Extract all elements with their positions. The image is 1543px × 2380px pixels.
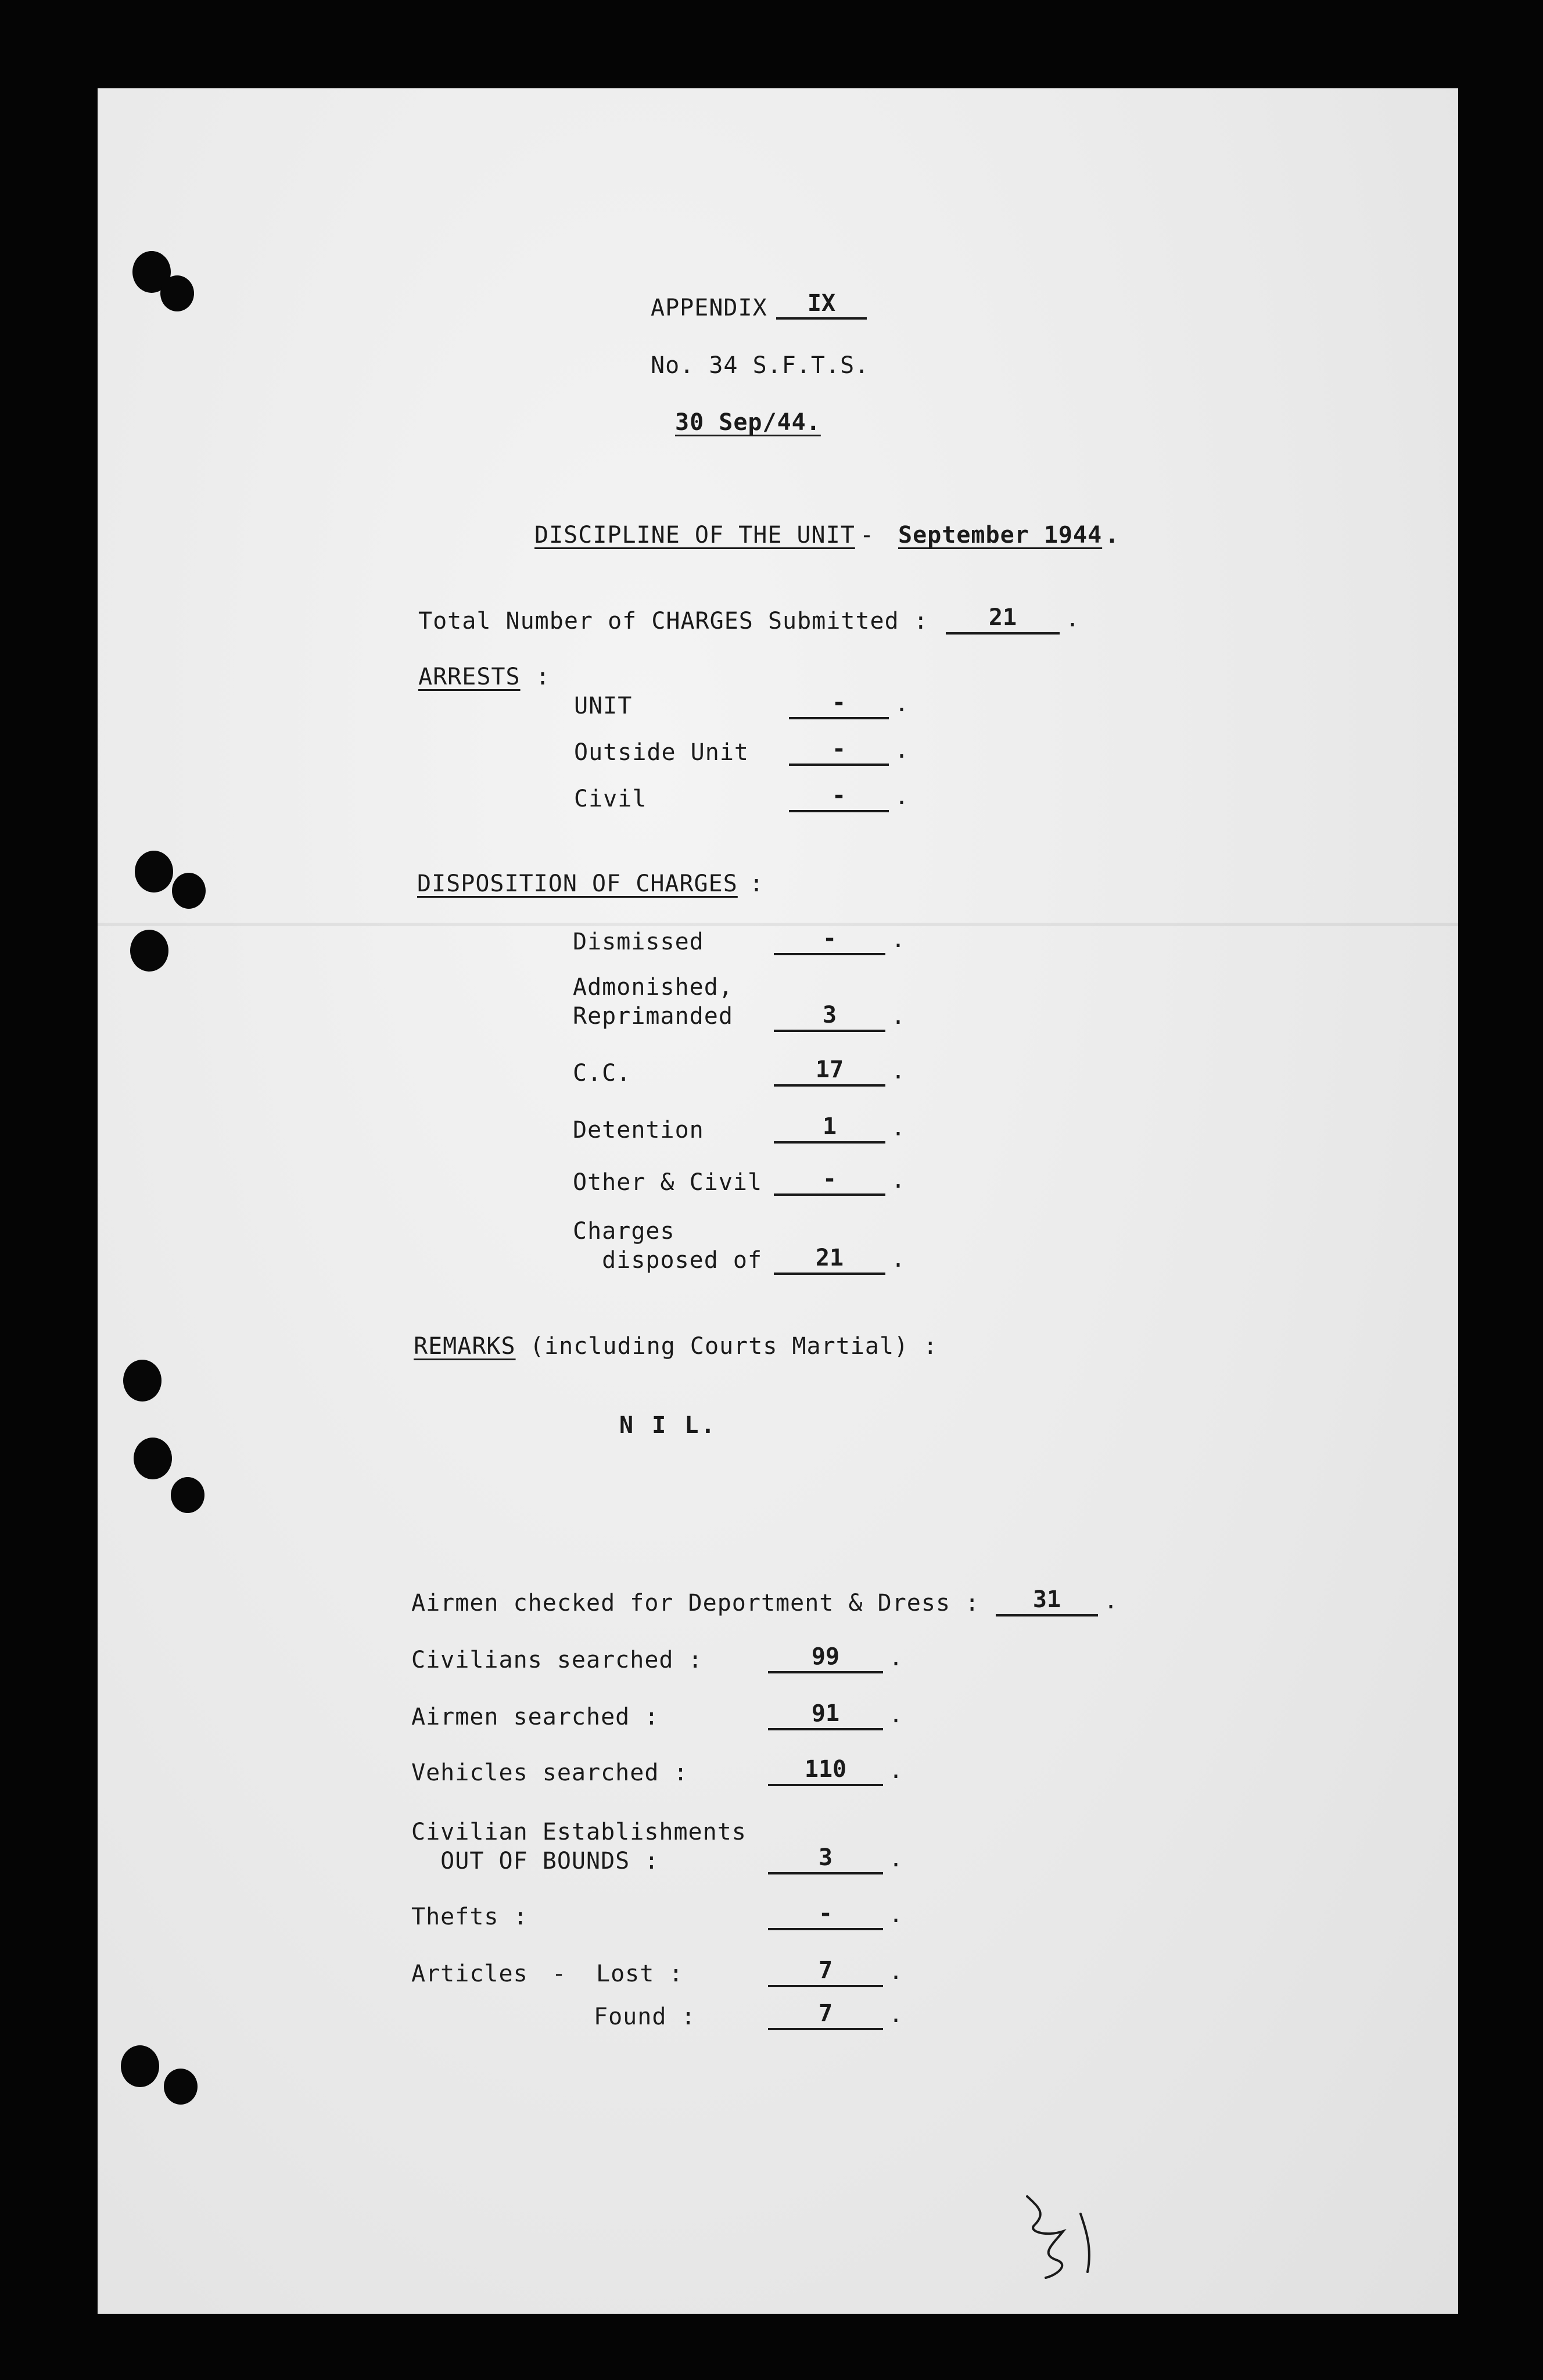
unit-name: No. 34 S.F.T.S. — [651, 352, 870, 379]
deportment-value: 31 — [996, 1585, 1098, 1616]
disposition-colon: : — [749, 870, 765, 897]
vehicles-searched-label: Vehicles searched : — [411, 1759, 688, 1786]
title-dot: . — [1105, 522, 1120, 549]
total-charges-dot: . — [1065, 605, 1080, 632]
punch-hole — [123, 1360, 162, 1402]
out-of-bounds-label: Civilian Establishments OUT OF BOUNDS : — [411, 1819, 747, 1874]
arrest-civil-dot: . — [895, 783, 909, 810]
title-period: September 1944 — [898, 522, 1103, 549]
civilians-searched-dot: . — [889, 1644, 903, 1671]
articles-dash: - — [552, 1960, 567, 1987]
disposition-heading: DISPOSITION OF CHARGES — [417, 870, 738, 897]
articles-found-label: Found : — [594, 2003, 696, 2030]
disposition-dismissed-dot: . — [891, 926, 906, 953]
remarks-heading: REMARKS — [414, 1333, 516, 1360]
disposition-other-civil-value: - — [774, 1164, 885, 1196]
appendix-label: APPENDIX — [651, 295, 767, 321]
title-separator: - — [860, 522, 875, 549]
articles-lost-value: 7 — [768, 1956, 883, 1987]
appendix-number: IX — [776, 289, 867, 320]
thefts-label: Thefts : — [411, 1904, 528, 1930]
disposition-other-civil-label: Other & Civil — [573, 1169, 763, 1196]
arrest-civil-value: - — [789, 781, 889, 812]
deportment-label: Airmen checked for Deportment & Dress : — [411, 1590, 980, 1616]
disposition-dismissed-label: Dismissed — [573, 929, 704, 955]
disposition-cc-label: C.C. — [573, 1060, 631, 1087]
disposition-detention-dot: . — [891, 1114, 906, 1141]
disposition-cc-dot: . — [891, 1058, 906, 1084]
punch-hole — [135, 851, 173, 892]
articles-lost-dot: . — [889, 1958, 903, 1985]
thefts-value: - — [768, 1899, 883, 1930]
punch-hole — [160, 275, 194, 311]
arrest-civil-label: Civil — [574, 786, 647, 812]
disposition-charges-disposed-dot: . — [891, 1246, 906, 1273]
total-charges-value: 21 — [946, 603, 1060, 635]
arrest-unit-label: UNIT — [574, 693, 633, 719]
airmen-searched-value: 91 — [768, 1699, 883, 1730]
disposition-detention-label: Detention — [573, 1117, 704, 1144]
punch-hole — [134, 1438, 172, 1479]
disposition-admonished-value: 3 — [774, 1001, 885, 1032]
articles-label: Articles — [411, 1960, 528, 1987]
airmen-searched-label: Airmen searched : — [411, 1704, 659, 1730]
punch-hole — [171, 1477, 204, 1513]
articles-found-dot: . — [889, 2001, 903, 2028]
arrest-unit-dot: . — [895, 690, 909, 717]
remarks-subheading: (including Courts Martial) : — [530, 1333, 938, 1360]
disposition-cc-value: 17 — [774, 1055, 885, 1087]
remarks-value: N I L. — [619, 1412, 717, 1439]
deportment-dot: . — [1104, 1587, 1118, 1614]
civilians-searched-value: 99 — [768, 1642, 883, 1673]
disposition-other-civil-dot: . — [891, 1167, 906, 1193]
out-of-bounds-value: 3 — [768, 1843, 883, 1874]
civilians-searched-label: Civilians searched : — [411, 1647, 703, 1673]
articles-lost-label: Lost : — [596, 1960, 684, 1987]
thefts-dot: . — [889, 1901, 903, 1928]
disposition-dismissed-value: - — [774, 924, 885, 955]
total-charges-label: Total Number of CHARGES Submitted : — [418, 608, 928, 635]
vehicles-searched-value: 110 — [768, 1755, 883, 1786]
punch-hole — [164, 2069, 198, 2105]
punch-hole — [172, 873, 206, 909]
arrest-outside-unit-value: - — [789, 734, 889, 766]
punch-hole — [130, 930, 168, 972]
out-of-bounds-dot: . — [889, 1845, 903, 1872]
disposition-admonished-label: Admonished, Reprimanded — [573, 974, 733, 1030]
arrest-outside-unit-label: Outside Unit — [574, 739, 749, 766]
articles-found-value: 7 — [768, 1999, 883, 2030]
handwritten-mark — [1022, 2191, 1127, 2284]
page-title: DISCIPLINE OF THE UNIT — [534, 522, 855, 549]
vehicles-searched-dot: . — [889, 1757, 903, 1784]
arrests-colon: : — [536, 664, 551, 690]
airmen-searched-dot: . — [889, 1701, 903, 1728]
arrest-unit-value: - — [789, 688, 889, 719]
disposition-charges-disposed-label: Charges disposed of — [573, 1218, 763, 1274]
disposition-detention-value: 1 — [774, 1112, 885, 1144]
arrests-heading: ARRESTS — [418, 664, 521, 690]
punch-hole — [121, 2045, 159, 2087]
report-date: 30 Sep/44. — [675, 409, 821, 436]
arrest-outside-unit-dot: . — [895, 737, 909, 764]
disposition-charges-disposed-value: 21 — [774, 1243, 885, 1275]
disposition-admonished-dot: . — [891, 1003, 906, 1030]
